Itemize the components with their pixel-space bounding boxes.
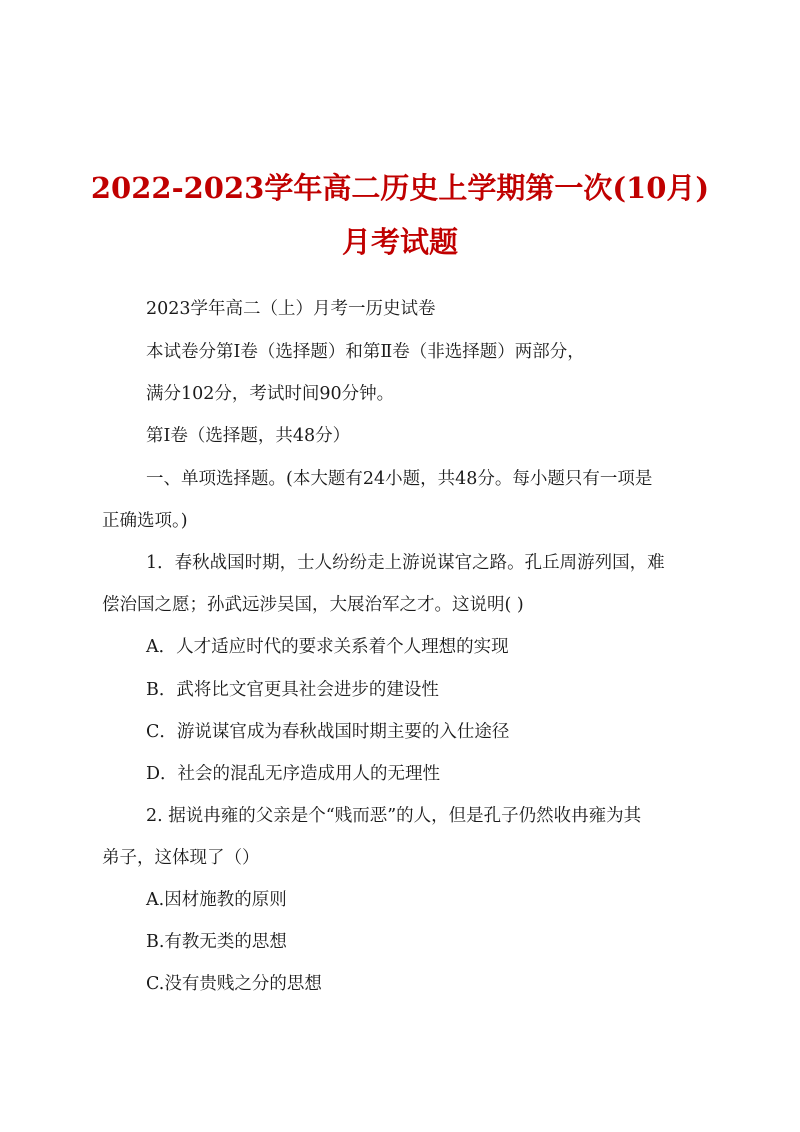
instructions-line-1: 一、单项选择题。(本大题有24小题，共48分。每小题只有一项是 bbox=[146, 469, 653, 489]
question-1-option-b: B．武将比文官更具社会进步的建设性 bbox=[146, 680, 439, 700]
document-title-line-1: 2022-2023学年高二历史上学期第一次(10月) bbox=[90, 171, 710, 205]
question-1-option-c: C．游说谋官成为春秋战国时期主要的入仕途径 bbox=[146, 722, 510, 742]
question-2-option-b: B.有教无类的思想 bbox=[146, 932, 287, 952]
document-title-line-2: 月考试题 bbox=[341, 225, 458, 259]
exam-intro-line-1: 本试卷分第Ⅰ卷（选择题）和第Ⅱ卷（非选择题）两部分， bbox=[146, 342, 585, 362]
question-2-line-2: 弟子，这体现了（） bbox=[102, 848, 260, 868]
question-1-option-a: A．人才适应时代的要求关系着个人理想的实现 bbox=[146, 637, 509, 657]
section-heading: 第Ⅰ卷（选择题，共48分） bbox=[146, 426, 351, 446]
question-1-line-1: 1．春秋战国时期，士人纷纷走上游说谋官之路。孔丘周游列国，难 bbox=[146, 553, 665, 573]
question-2-line-1: 2. 据说冉雍的父亲是个“贱而恶”的人，但是孔子仍然收冉雍为其 bbox=[146, 806, 642, 826]
question-2-option-a: A.因材施教的原则 bbox=[146, 890, 287, 910]
exam-intro-line-2: 满分102分，考试时间90分钟。 bbox=[146, 384, 395, 404]
question-2-option-c: C.没有贵贱之分的思想 bbox=[146, 974, 322, 994]
question-1-line-2: 偿治国之愿；孙武远涉吴国，大展治军之才。这说明( ) bbox=[102, 595, 524, 615]
exam-header: 2023学年高二（上）月考一历史试卷 bbox=[146, 299, 436, 319]
question-1-option-d: D．社会的混乱无序造成用人的无理性 bbox=[146, 764, 441, 784]
instructions-line-2: 正确选项。) bbox=[102, 511, 188, 531]
